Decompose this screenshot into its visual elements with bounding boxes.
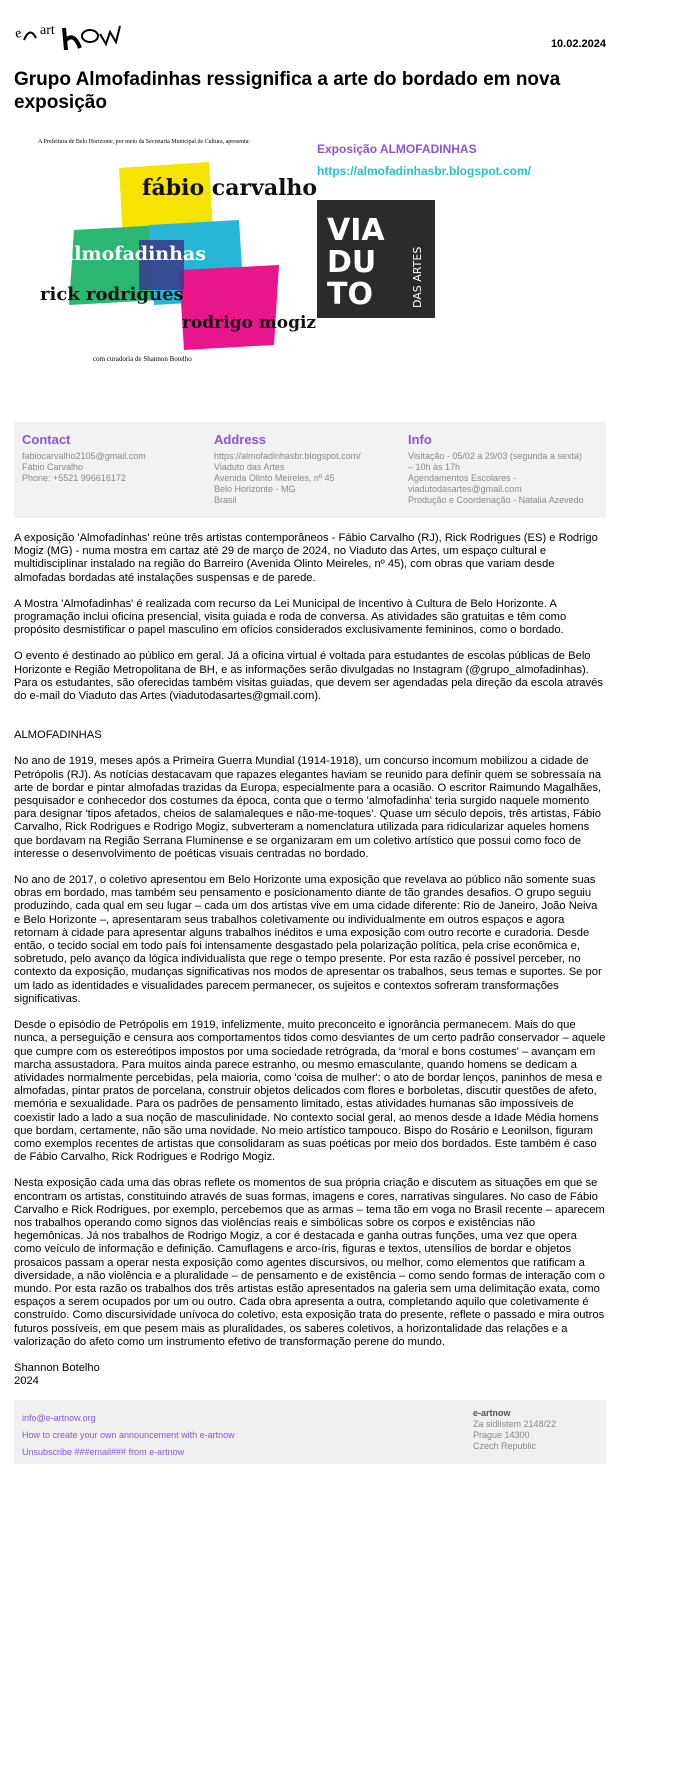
viaduto-logo-via: VIA — [327, 213, 385, 248]
essay-paragraph: No ano de 1919, meses após a Primeira Guerra Mundial (1914-1918), um concurso incomum mobilizou a cidade de Petrópolis (RJ). As notícias destacavam que rapazes elegantes haviam se reunido para definir quem se sobressaía na arte de bordar e pintar almofadas trazidas da Europa, especialmente para a ocasião. O escritor Raimundo Magalhães, pesquisador e conhecedor dos costumes da época, conta que o termo 'almofadinha' teria surgido naquele momento para designar 'tipos afetados, cheios de salamaleques e não-me-toques'. Quase um século depois, três artistas, Fábio Carvalho, Rick Rodrigues e Rodrigo Mogiz, subverteram a nomenclatura utilizada para ridicularizar aqueles homens que bordavam na Região Serrana Fluminense e se organizaram em um coletivo artístico que possui como foco de interesse o desenvolvimento de poéticas visuais centradas no bordado. — [14, 755, 602, 860]
section-title: ALMOFADINHAS — [14, 729, 102, 742]
exhibition-title: Exposição ALMOFADINHAS — [317, 142, 477, 156]
contact-phone: Phone: +5521 996616172 — [22, 473, 126, 483]
hero-section — [0, 132, 620, 422]
signature — [14, 1362, 606, 1388]
info-email[interactable]: viadutodasartes@gmail.com — [408, 484, 522, 494]
signature-name: Shannon Botelho — [14, 1361, 100, 1374]
poster-name-rick: rick rodrigues — [40, 284, 184, 305]
viaduto-das-artes-logo — [317, 200, 435, 318]
address-heading: Address — [214, 432, 267, 447]
poster-pillow-magenta — [179, 265, 279, 350]
essay-paragraph: No ano de 2017, o coletivo apresentou em Belo Horizonte uma exposição que revelava ao público não somente suas obras em bordado, mas também seu pensamento e posicionamento diante de tão grandes desafios. O grupo seguiu produzindo, cada qual em seu lugar – cada um dos artistas vive em uma cidade diferente: Rio de Janeiro, João Neiva e Belo Horizonte –, apresentaram seus trabalhos coletivamente ou individualmente em outros espaços e agora retornam à cidade para apresentar alguns trabalhos inéditos e uma exposição com outro recorte e curadoria. Desde então, o tecido social em todo país foi intensamente desgastado pela polarização política, pela crise econômica e, sobretudo, pelo avanço da lógica individualista que rege o tempo presente. Por esta razão é possível perceber, no contexto da exposição, mudanças significativas nos modos de apresentar os trabalhos, seus temas e suportes. Se por um lado as identidades e visualidades parecem permanecer, os sujeitos e contextos sofreram transformações significativas. — [14, 874, 602, 1005]
footer-email-link[interactable]: info@e-artnow.org — [22, 1413, 96, 1424]
essay-paragraph: Desde o episódio de Petrópolis em 1919, infelizmente, muito preconceito e ignorância permanecem. Mais do que nunca, a perseguição e censura aos comportamentos tidos como desviantes de um certo padrão conservador – aquele que cumpre com os estereótipos impostos por uma sociedade retrógrada, da 'moral e bons costumes' – avançam em marcha assustadora. Para muitos ainda parece estranho, ou mesmo emasculante, quando homens se dedicam a atividades normalmente percebidas, pela maioria, como 'coisa de mulher': o ato de bordar lenços, paninhos de mesa e almofadas, pintar pratos de porcelana, construir objetos delicados com flores e borboletas, discutir questões de afeto, memória e sexualidade. Para os padrões de pensamento limitado, estas atividades humanas são impossíveis de coexistir lado a lado a sua noção de masculinidade. No contexto social geral, ao menos desde a Idade Média homens que bordam, certamente, não são uma novidade. No meio artístico tampouco. Bispo do Rosário e Leonilson, figuram como exemplos recentes de artistas que consolidaram as suas poéticas por meio dos bordados. Este também é caso de Fábio Carvalho, Rick Rodrigues e Rodrigo Mogiz. — [14, 1019, 606, 1164]
footer-address-line: Za sidlistem 2148/22 — [473, 1419, 557, 1430]
svg-text:e: e — [13, 25, 24, 42]
address-column — [214, 432, 394, 506]
exhibition-url-link[interactable]: https://almofadinhasbr.blogspot.com/ — [317, 164, 532, 178]
svg-text:art: art — [40, 23, 55, 38]
poster-caption: A Prefeitura de Belo Horizonte, por meio da Secretaria Municipal de Cultura, apresenta: — [38, 139, 250, 145]
address-street: Avenida Olinto Meireles, nº 45 — [214, 473, 335, 483]
essay-paragraph: Nesta exposição cada uma das obras reflete os momentos de sua própria criação e discutem as situações em que se encontram os artistas, constituindo através de suas formas, imagens e cores, narrativas singulares. No caso de Fábio Carvalho e Rick Rodrigues, por exemplo, percebemos que as armas – tema tão em voga no Brasil recente – aparecem nos trabalhos operando como signos das violências reais e simbólicas sobre os corpos e existências não hegemônicas. Já nos trabalhos de Rodrigo Mogiz, a cor é destacada e ganha outras funções, uma vez que opera como veículo de informação e definição. Camuflagens e arco-íris, figuras e textos, utensílios de bordar e objetos prosaicos passam a operar nesta exposição como agentes discursivos, ou melhor, como elementos que ratificam a diversidade, a não violência e a pluralidade – de pensamento e de existência – como sendo formas de interação com o mundo. Por esta razão os trabalhos dos três artistas estão apresentados na galeria sem uma delimitação exata, como espaços a serem ocupados por um ou outro. Cada obra apresenta a outra, completando aquilo que coletivamente é construído. Como discursividade unívoca do coletivo, esta exposição trata do presente, reflete o passado e mira outros futuros possíveis, em que pesem mais as pluralidades, os saberes coletivos, a horizontalidade das relações e a valorização do afeto como um instrumento efetivo de transformação perene do mundo. — [14, 1177, 605, 1348]
viaduto-logo-das-artes: DAS ARTES — [411, 246, 424, 308]
poster-name-fabio: fábio carvalho — [142, 175, 318, 201]
info-box — [14, 422, 606, 518]
info-line: Produção e Coordenação - Natalia Azevedo — [408, 495, 584, 505]
info-column — [408, 432, 604, 506]
exhibition-poster[interactable] — [34, 140, 318, 372]
intro-paragraph: A Mostra 'Almofadinhas' é realizada com recurso da Lei Municipal de Incentivo à Cultura de Belo Horizonte. A programação inclui oficina presencial, visita guiada e roda de conversa. As atividades são gratuitas e têm como propósito desmistificar o papel masculino em ofícios considerados exclusivamente femininos, como o bordado. — [14, 597, 567, 637]
address-venue: Viaduto das Artes — [214, 462, 285, 472]
contact-name: Fábio Carvalho — [22, 462, 84, 472]
contact-heading: Contact — [22, 432, 71, 447]
e-artnow-logo[interactable] — [14, 14, 124, 54]
address-city: Belo Horizonte - MG — [214, 484, 296, 494]
info-heading: Info — [408, 432, 432, 447]
footer-howto-link[interactable]: How to create your own announcement with e-artnow — [22, 1430, 235, 1441]
article-body — [14, 532, 606, 1388]
footer-address-line: Czech Republic — [473, 1441, 537, 1452]
announcement-date: 10.02.2024 — [550, 38, 606, 50]
intro-paragraph: O evento é destinado ao público em geral. Já a oficina virtual é voltada para estudantes de escolas públicas de Belo Horizonte e Região Metropolitana de BH, e as informações serão divulgadas no Instagram (@grupo_almofadinhas). Para os estudantes, são oferecidas também visitas guiadas, que devem ser agendadas pela direção da escola através do e-mail do Viaduto das Artes (viadutodasartes@gmail.com). — [14, 650, 603, 703]
poster-curator: com curadoria de Shannon Botelho — [93, 355, 192, 363]
top-bar — [0, 0, 620, 60]
poster-name-almofadinhas: almofadinhas — [62, 243, 206, 265]
viaduto-logo-to: TO — [327, 277, 373, 312]
footer — [14, 1400, 606, 1464]
info-line: Agendamentos Escolares - — [408, 473, 517, 483]
intro-paragraph: A exposição 'Almofadinhas' reúne três artistas contemporâneos - Fábio Carvalho (RJ), Rick Rodrigues (ES) e Rodrigo Mogiz (MG) - numa mostra em cartaz até 29 de março de 2024, no Viaduto das Artes, um espaço cultural e multidisciplinar instalado na região do Barreiro (Avenida Olinto Meireles, nº 45), com obras que variam desde almofadas bordadas até instalações suspensas e de parede. — [14, 532, 598, 584]
footer-unsubscribe-link[interactable]: Unsubscribe ###email### from e-artnow — [22, 1447, 185, 1458]
footer-company: e-artnow — [473, 1408, 511, 1419]
viaduto-logo-du: DU — [327, 245, 377, 280]
info-line: – 10h às 17h — [408, 462, 461, 472]
poster-name-rodrigo: rodrigo mogiz — [182, 313, 317, 333]
footer-address — [473, 1408, 556, 1452]
address-country: Brasil — [214, 495, 237, 505]
info-line: Visitação - 05/02 a 29/03 (segunda a sexta) — [408, 451, 582, 461]
page-title: Grupo Almofadinhas ressignifica a arte do bordado em nova exposição — [14, 69, 561, 113]
signature-year: 2024 — [14, 1375, 39, 1388]
footer-links — [22, 1410, 235, 1461]
contact-column — [22, 432, 202, 484]
contact-email[interactable]: fabiocarvalho2105@gmail.com — [22, 451, 146, 461]
address-url[interactable]: https://almofadinhasbr.blogspot.com/ — [214, 451, 361, 461]
footer-address-line: Prague 14300 — [473, 1430, 530, 1441]
